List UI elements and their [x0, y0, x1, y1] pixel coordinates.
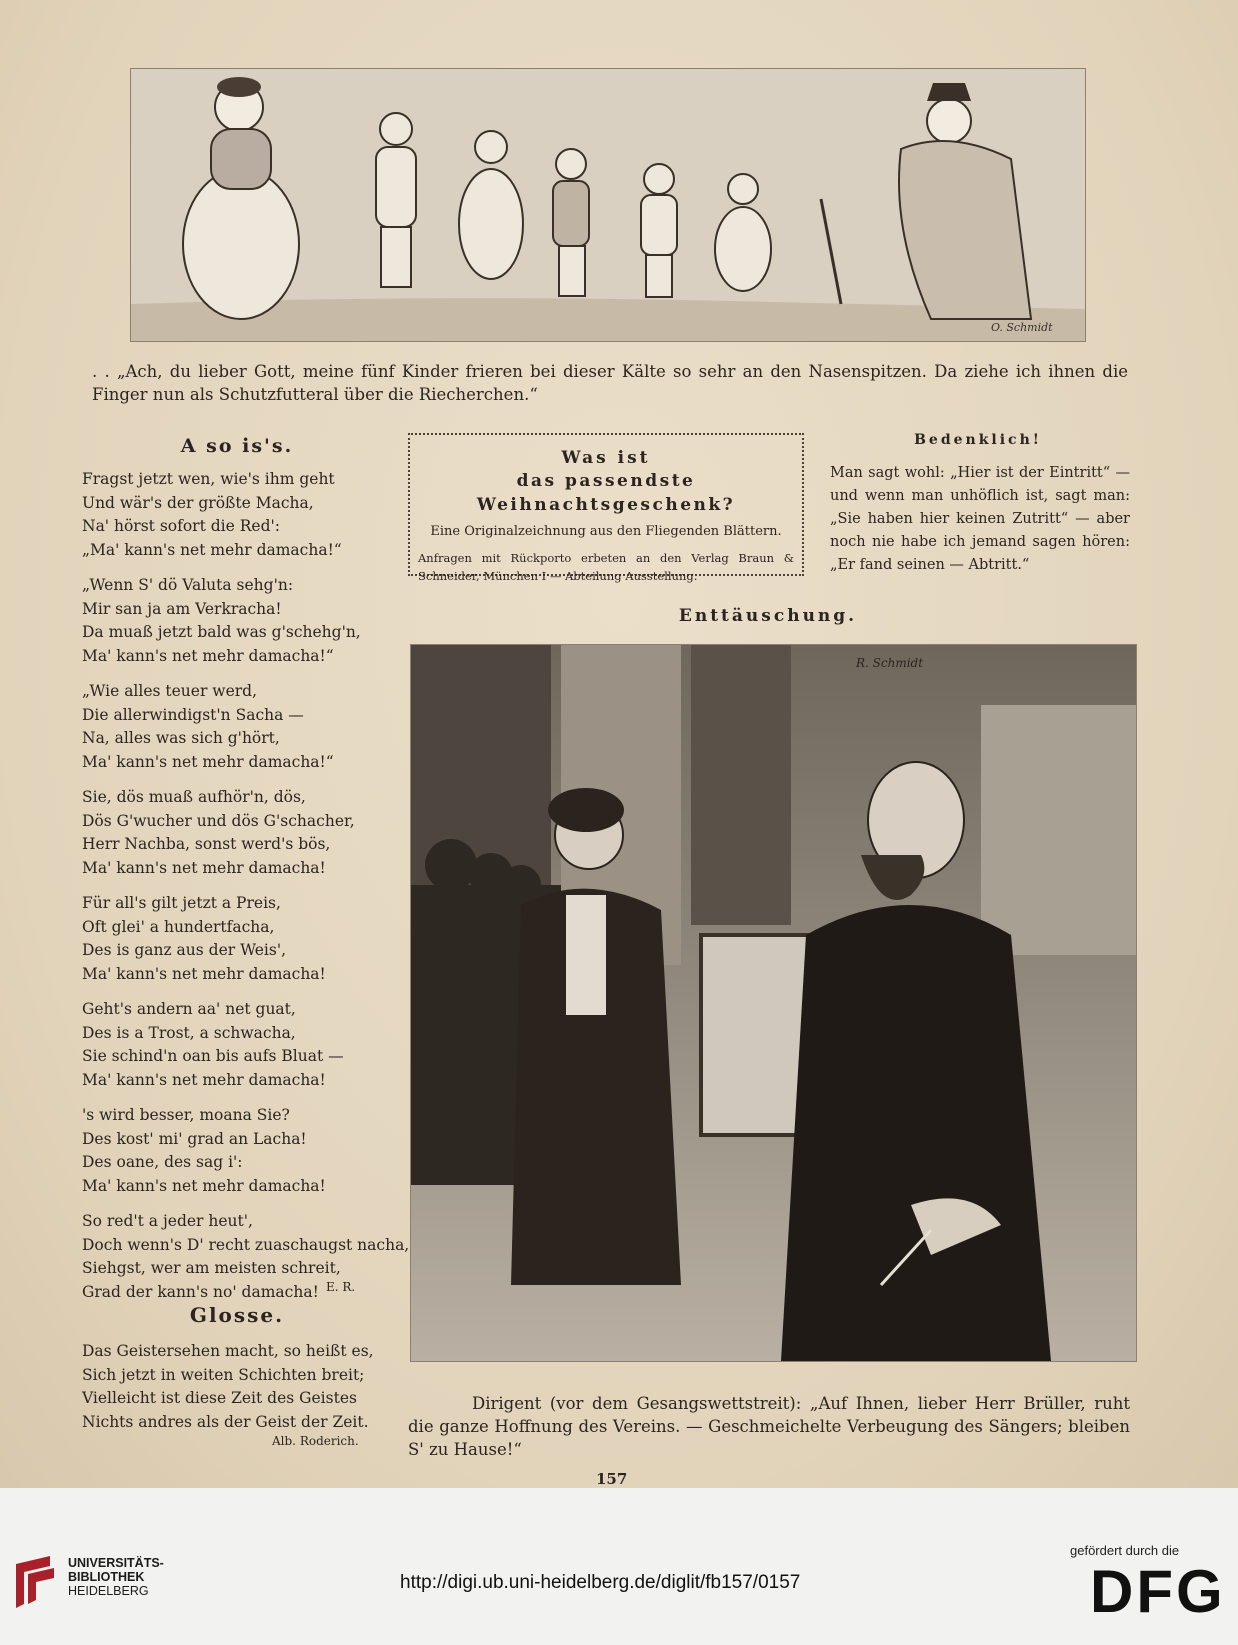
dfg-logo: DFG [1090, 1558, 1226, 1625]
box-note: Anfragen mit Rückporto erbeten an den Verlag Braun & Schneider, München I — Abteilung Ausstellung. [418, 551, 794, 583]
stanza [82, 680, 382, 774]
box-subtitle: Eine Originalzeichnung aus den Fliegenden Blättern. [430, 524, 782, 539]
top-illustration [130, 68, 1086, 342]
glosse-body [82, 1340, 392, 1434]
glosse-signature: Alb. Roderich. [272, 1434, 359, 1448]
verse-line: Dös G'wucher und dös G'schacher, [82, 811, 355, 830]
svg-text:R. Schmidt: R. Schmidt [856, 656, 924, 670]
verse-line: Siehgst, wer am meisten schreit, [82, 1259, 341, 1277]
enttaeuschung-title: Enttäuschung. [678, 606, 858, 626]
verse-line: Geht's andern aa' net guat, [82, 1000, 296, 1018]
stanza [82, 468, 382, 562]
verse-line: Ma' kann's net mehr damacha! [82, 1070, 326, 1089]
enttaeuschung-caption: Dirigent (vor dem Gesangswettstreit): „Auf Ihnen, lieber Herr Brüller, ruht die ganze Hoffnung des Vereins. — Geschmeichelte Verbeugung des Sängers; bleiben S' zu Hause!“ [408, 1394, 1130, 1459]
verse-line: 's wird besser, moana Sie? [82, 1106, 290, 1124]
verse-line: Sie schind'n oan bis aufs Bluat — [82, 1047, 344, 1065]
verse-line: Mir san ja am Verkracha! [82, 599, 282, 618]
box-title-line2: das passendste Weihnachtsgeschenk? [476, 471, 736, 515]
verse-line: Na, alles was sich g'hört, [82, 729, 280, 747]
verse-line: Ma' kann's net mehr damacha! [82, 858, 326, 877]
university-library-logo-icon [10, 1556, 60, 1608]
verse-line: Oft glei' a hundertfacha, [82, 917, 275, 936]
viewer-footer [0, 1488, 1238, 1645]
poem-title: A so is's. [180, 435, 294, 457]
verse-line: Sich jetzt in weiten Schichten breit; [82, 1365, 365, 1384]
verse-line: Doch wenn's D' recht zuaschaugst nacha, [82, 1235, 410, 1254]
verse-line: Für all's gilt jetzt a Preis, [82, 894, 281, 912]
bedenklich-text: Man sagt wohl: „Hier ist der Eintritt“ — und wenn man unhöflich ist, sagt man: „Sie haben hier keinen Zutritt“ — aber noch nie habe ich jemand sagen hören: „Er fand seinen — Abtritt.“ [830, 465, 1130, 573]
funding-note: gefördert durch die [1070, 1543, 1180, 1558]
gift-notice-box [408, 433, 804, 583]
verse-line: Vielleicht ist diese Zeit des Geistes [82, 1389, 357, 1407]
stanza [82, 574, 382, 668]
stanza [82, 998, 382, 1092]
poem-signature: E. R. [326, 1280, 356, 1294]
verse-line: Des oane, des sag i': [82, 1153, 243, 1171]
verse-line: Und wär's der größte Macha, [82, 493, 314, 512]
verse-line: Na' hörst sofort die Red': [82, 517, 280, 535]
verse-line: Herr Nachba, sonst werd's bös, [82, 835, 331, 853]
verse-line: Ma' kann's net mehr damacha! [82, 1176, 326, 1195]
verse-line: Nichts andres als der Geist der Zeit. [82, 1412, 369, 1431]
page-number: 157 [596, 1470, 628, 1488]
poem-body [82, 468, 410, 1304]
verse-line: Sie, dös muaß aufhör'n, dös, [82, 788, 306, 806]
verse-line: Grad der kann's no' damacha! [82, 1282, 319, 1301]
box-title-line1: Was ist [561, 448, 651, 468]
verse-line: „Wenn S' dö Valuta sehg'n: [82, 576, 294, 594]
university-library-name [68, 1556, 164, 1598]
library-line2: BIBLIOTHEK [68, 1570, 145, 1584]
stanza [82, 1104, 382, 1198]
verse-line: Ma' kann's net mehr damacha!“ [82, 752, 334, 771]
verse-line: Das Geistersehen macht, so heißt es, [82, 1342, 374, 1360]
verse-line: Ma' kann's net mehr damacha! [82, 964, 326, 983]
glosse-title: Glosse. [189, 1303, 285, 1327]
verse-line: Des kost' mi' grad an Lacha! [82, 1129, 307, 1148]
verse-line: Des is ganz aus der Weis', [82, 941, 287, 959]
verse-line: „Ma' kann's net mehr damacha!“ [82, 540, 342, 559]
verse-line: Die allerwindigst'n Sacha — [82, 705, 304, 724]
library-line1: UNIVERSITÄTS- [68, 1556, 164, 1570]
stanza [82, 892, 382, 986]
library-line3: HEIDELBERG [68, 1584, 149, 1598]
bedenklich-title: Bedenklich! [914, 432, 1042, 448]
verse-line: Da muaß jetzt bald was g'schehg'n, [82, 623, 361, 641]
verse-line: Des is a Trost, a schwacha, [82, 1023, 296, 1042]
verse-line: So red't a jeder heut', [82, 1212, 253, 1230]
permalink-url[interactable]: http://digi.ub.uni-heidelberg.de/diglit/fb157/0157 [400, 1572, 801, 1593]
enttaeuschung-illustration [410, 644, 1137, 1362]
verse-line: „Wie alles teuer werd, [82, 682, 257, 700]
top-caption: . . „Ach, du lieber Gott, meine fünf Kinder frieren bei dieser Kälte so sehr an den Nasenspitzen. Da ziehe ich ihnen die Finger nun als Schutzfutteral über die Riecherchen.“ [92, 362, 1128, 404]
verse-line: Fragst jetzt wen, wie's ihm geht [82, 470, 335, 488]
verse-line: Ma' kann's net mehr damacha!“ [82, 646, 334, 665]
svg-text:O. Schmidt: O. Schmidt [991, 321, 1053, 334]
stanza [82, 786, 382, 880]
